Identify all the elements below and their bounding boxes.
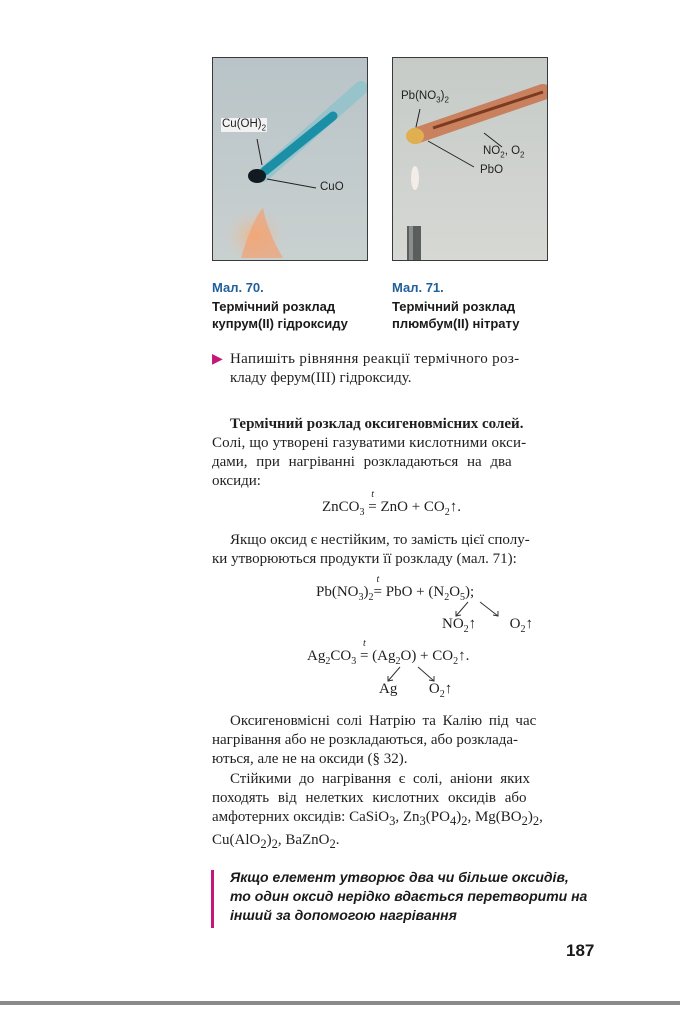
figure-70-caption	[212, 280, 348, 332]
figure-70-pointer-lines	[212, 57, 366, 259]
pbo-label: PbO	[480, 164, 504, 176]
no2-o2-label: $NO_2$, $O_2$	[483, 145, 525, 160]
paragraph-line: дами, при нагріванні розкладаються на два	[212, 454, 512, 470]
equation-lead-nitrate: $Pb(NO_3)_2$ t = PbO + $(N_2O_5)$;	[316, 574, 475, 603]
cuo-label: CuO	[320, 181, 344, 193]
note-accent-bar	[211, 870, 214, 928]
figure-70-number: Мал. 70.	[212, 280, 264, 295]
paragraph-line: $Cu(AlO_2)_2$, BaZnO$_2$.	[212, 832, 340, 851]
paragraph-line: походять від нелетких кислотних оксидів або	[212, 790, 527, 806]
figure-71-annotations	[392, 57, 546, 259]
paragraph-2	[212, 531, 598, 569]
footer-divider	[0, 1001, 680, 1005]
paragraph-4	[212, 770, 598, 854]
paragraph-line: нагрівання або не розкладаються, або розклада-	[212, 732, 519, 748]
paragraph-line: Стійкими до нагрівання є солі, аніони яких	[230, 771, 530, 787]
paragraph-line: ються, але не на оксиди (§ 32).	[212, 751, 408, 767]
cuoh2-label: $Cu(OH)_2$	[222, 118, 267, 133]
paragraph-line: Солі, що утворені газуватими кислотними окси-	[212, 435, 527, 451]
equation-2-products: $NO_2↑$ $O_2↑$	[442, 616, 534, 635]
note-line: то один оксид нерідко вдається перетворити на	[230, 888, 588, 904]
task-text	[230, 350, 598, 388]
equation-zinc-carbonate: ZnCO$_3$ t = ZnO + $CO_2↑$.	[322, 489, 462, 518]
task-line: Напишіть рівняння реакції термічного роз-	[230, 351, 520, 367]
section-heading: Термічний розклад оксигеновмісних солей.	[230, 416, 524, 432]
figure-71-caption-line: Термічний розклад	[392, 299, 516, 314]
paragraph-line: амфотерних оксидів: CaSiO$_3$, $Zn_3(PO_4)_2$, $Mg(BO_2)_2$,	[212, 809, 543, 828]
paragraph-line: оксиди:	[212, 473, 261, 489]
equation-3-products: Ag $O_2↑$	[379, 681, 453, 700]
figure-70-caption-line: Термічний розклад	[212, 299, 336, 314]
paragraph-line: ки утворюються продукти її розкладу (мал. 71):	[212, 551, 517, 567]
pbno32-label: $Pb(NO_3)_2$	[401, 90, 449, 105]
note-text	[230, 868, 610, 925]
paragraph-line: Оксигеновмісні солі Натрію та Калію під час	[230, 713, 537, 729]
page-number: 187	[566, 941, 595, 960]
task-marker-icon: ▶	[212, 351, 223, 367]
equation-silver-carbonate: $Ag_2CO_3$ t = $(Ag_2O)$ + $CO_2↑$.	[307, 638, 470, 667]
figure-71-caption-line: плюмбум(ІІ) нітрату	[392, 316, 520, 331]
paragraph-line: Якщо оксид є нестійким, то замість цієї сполу-	[230, 532, 530, 548]
figure-70-annotations	[212, 57, 366, 259]
figure-71-number: Мал. 71.	[392, 280, 444, 295]
figure-70-caption-line: купрум(ІІ) гідроксиду	[212, 316, 348, 331]
note-line: Якщо елемент утворює два чи більше оксидів,	[230, 869, 569, 885]
paragraph-1	[212, 415, 598, 491]
figure-71-caption	[392, 280, 519, 332]
note-line: інший за допомогою нагрівання	[230, 907, 457, 923]
paragraph-3	[212, 712, 598, 769]
task-line: кладу ферум(ІІІ) гідроксиду.	[230, 370, 412, 386]
